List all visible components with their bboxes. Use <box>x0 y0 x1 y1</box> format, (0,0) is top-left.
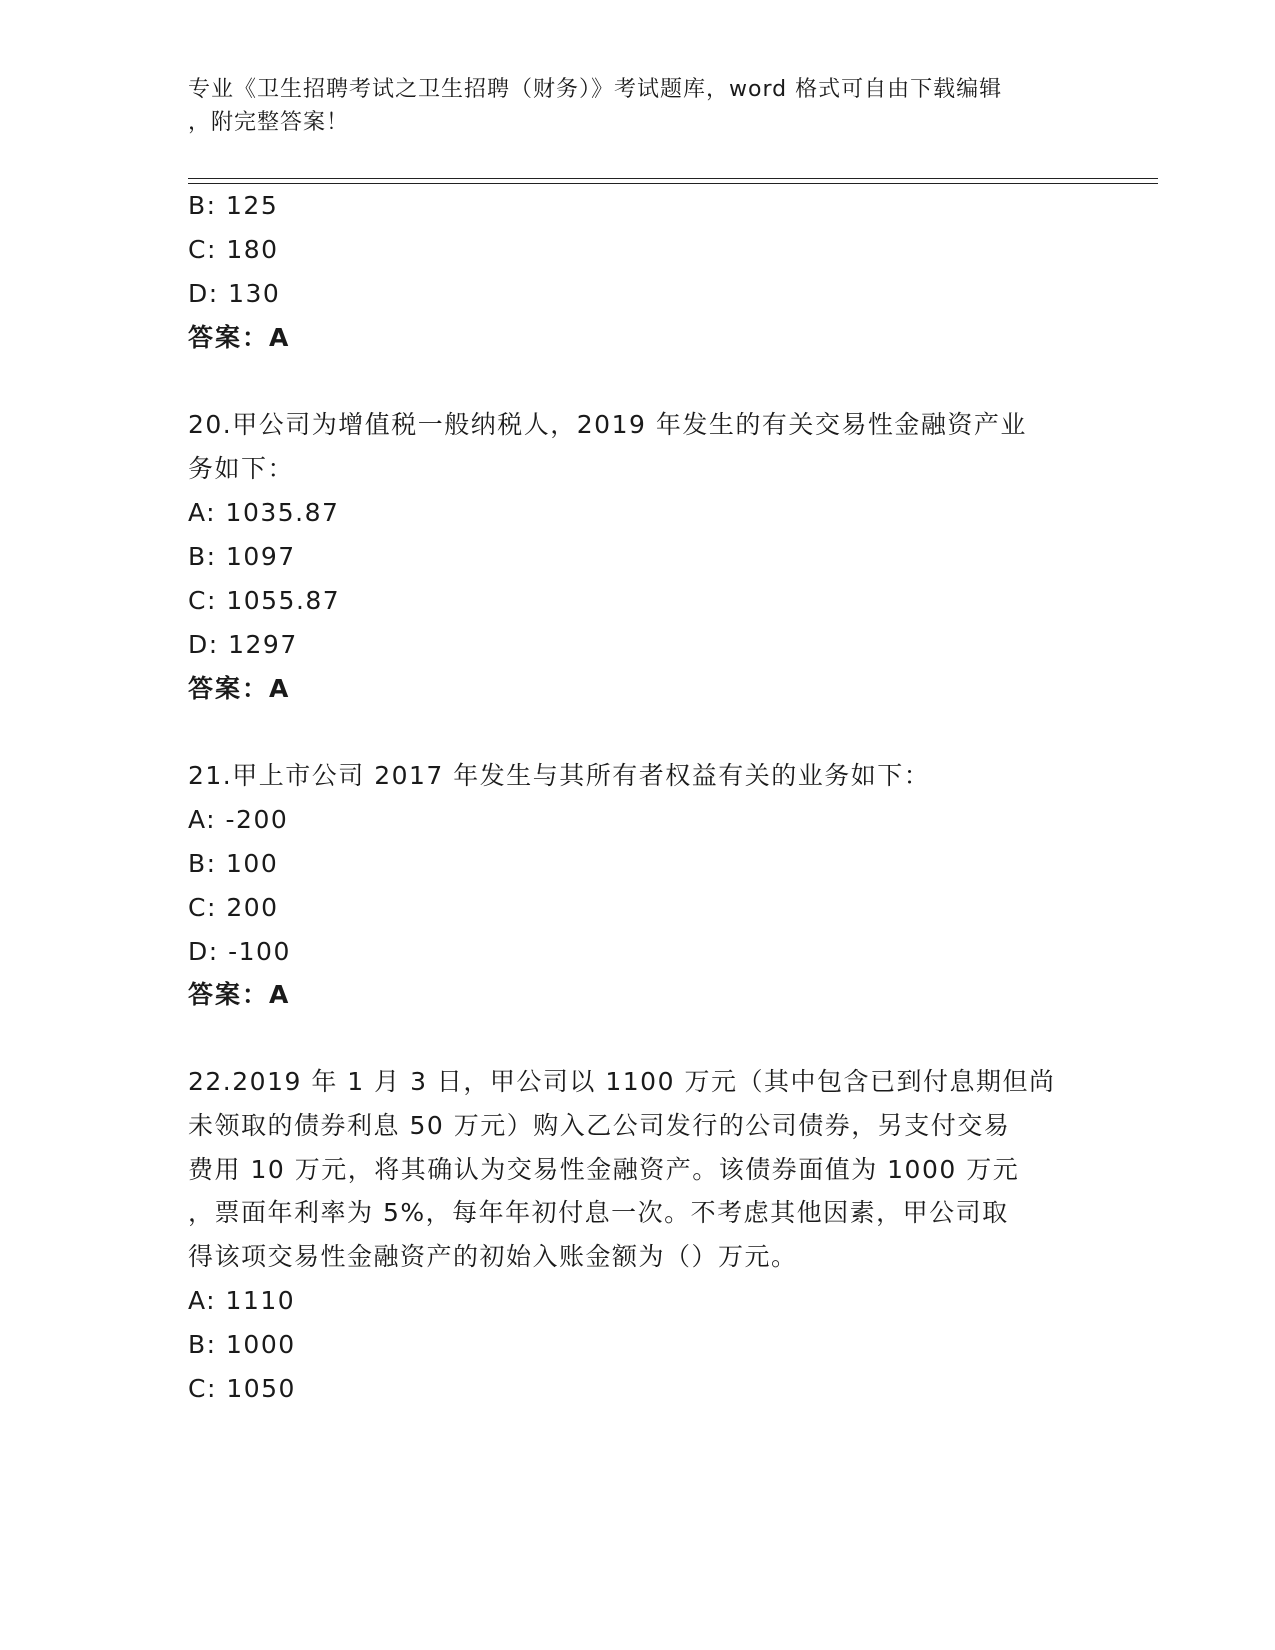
q20-option-c: C: 1055.87 <box>188 586 341 615</box>
q19-option-c: C: 180 <box>188 235 279 264</box>
q22-stem-line-1: 22.2019 年 1 月 3 日，甲公司以 1100 万元（其中包含已到付息期但尚 <box>188 1067 1056 1096</box>
header-divider-bottom <box>188 183 1158 184</box>
q21-answer: 答案：A <box>188 980 291 1009</box>
q20-answer: 答案：A <box>188 674 291 703</box>
q21-option-c: C: 200 <box>188 893 279 922</box>
q21-stem-line-1: 21.甲上市公司 2017 年发生与其所有者权益有关的业务如下： <box>188 761 931 790</box>
q21-option-b: B: 100 <box>188 849 279 878</box>
q20-option-d: D: 1297 <box>188 630 298 659</box>
q22-stem-line-3: 费用 10 万元，将其确认为交易性金融资产。该债券面值为 1000 万元 <box>188 1155 1020 1184</box>
q22-option-a: A: 1110 <box>188 1286 296 1315</box>
page-header: 专业《卫生招聘考试之卫生招聘（财务）》考试题库，word 格式可自由下载编辑 ，附完整答案！ <box>188 77 1003 135</box>
q20-stem-line-2: 务如下： <box>188 454 295 483</box>
q19-option-d: D: 130 <box>188 279 281 308</box>
q20-option-b: B: 1097 <box>188 542 296 571</box>
q22-option-b: B: 1000 <box>188 1330 296 1359</box>
q20-option-a: A: 1035.87 <box>188 498 340 527</box>
q20-stem-line-1: 20.甲公司为增值税一般纳税人，2019 年发生的有关交易性金融资产业 <box>188 410 1027 439</box>
q22-stem-line-2: 未领取的债券利息 50 万元）购入乙公司发行的公司债券，另支付交易 <box>188 1111 1011 1140</box>
q22-option-c: C: 1050 <box>188 1374 296 1403</box>
q19-answer: 答案：A <box>188 323 291 352</box>
q21-option-d: D: -100 <box>188 937 291 966</box>
q22-stem-line-5: 得该项交易性金融资产的初始入账金额为（）万元。 <box>188 1242 798 1271</box>
q21-option-a: A: -200 <box>188 805 289 834</box>
q19-option-b: B: 125 <box>188 191 279 220</box>
q22-stem-line-4: ，票面年利率为 5%，每年年初付息一次。不考虑其他因素，甲公司取 <box>188 1198 1009 1227</box>
header-divider-top <box>188 178 1158 179</box>
